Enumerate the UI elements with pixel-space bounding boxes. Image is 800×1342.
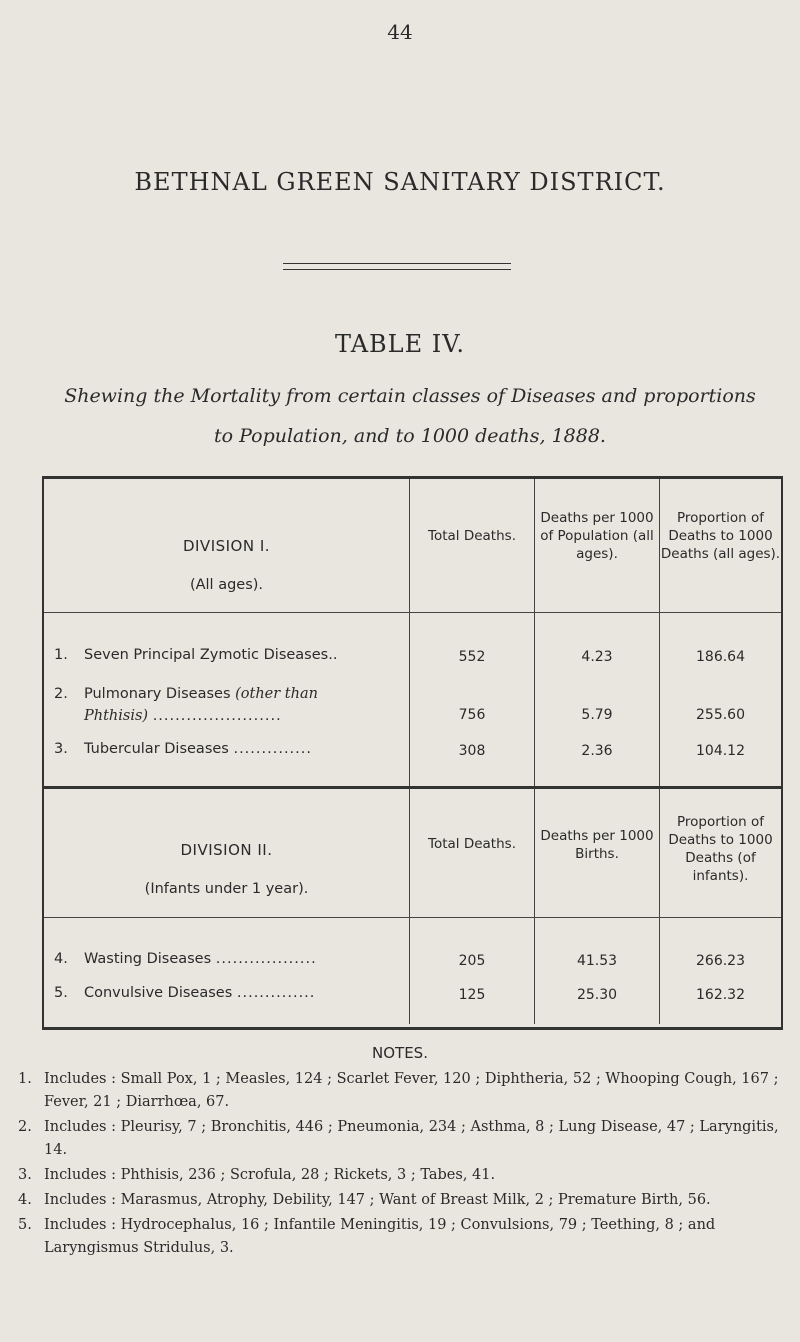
division-2-header [44, 841, 409, 897]
division-1-name: DIVISION I. [182, 537, 271, 555]
table-row-label: 2. Pulmonary Diseases (other than Phthisis) ....................... [54, 686, 318, 724]
table-row-label: 3. Tubercular Diseases .............. [54, 741, 312, 757]
mortality-table [42, 476, 783, 1030]
table-cell: 125 [458, 987, 486, 1003]
note-item: 3. Includes : Phthisis, 236 ; Scrofula, 28 ; Rickets, 3 ; Tabes, 41. [18, 1167, 496, 1183]
table-row-label: 1. Seven Principal Zymotic Diseases.. [54, 647, 338, 663]
division-2-name: DIVISION II. [180, 841, 273, 859]
table-cell: 186.64 [696, 649, 745, 665]
table-cell: 4.23 [581, 649, 613, 665]
table-cell: 25.30 [576, 987, 618, 1003]
col-deaths-per-births: Deaths per 1000 Births. [540, 828, 654, 862]
table-title: TABLE IV. [335, 330, 465, 358]
table-cell: 255.60 [696, 707, 745, 723]
table-cell: 552 [458, 649, 486, 665]
division-1-header [44, 537, 409, 593]
table-cell: 308 [458, 743, 486, 759]
division-2-sub: (Infants under 1 year). [144, 881, 309, 897]
notes-title: NOTES. [372, 1044, 428, 1062]
table-cell: 41.53 [576, 953, 618, 969]
table-cell: 104.12 [696, 743, 745, 759]
col-proportion: Proportion of Deaths to 1000 Deaths (of infants). [668, 814, 773, 884]
table-cell: 2.36 [581, 743, 613, 759]
note-item: 1. Includes : Small Pox, 1 ; Measles, 124 ; Scarlet Fever, 120 ; Diphtheria, 52 ; Whooping Cough, 167 ; Fever, 21 ; Diarrhœa, 67. [18, 1071, 779, 1110]
col-total-deaths: Total Deaths. [428, 528, 516, 544]
division-rule [44, 786, 781, 789]
table-cell: 5.79 [581, 707, 613, 723]
col-proportion: Proportion of Deaths to 1000 Deaths (all ages). [660, 510, 781, 562]
notes-list [18, 1068, 788, 1262]
subtitle-line-2: to Population, and to 1000 deaths, 1888. [214, 425, 606, 447]
page-number: 44 [387, 20, 413, 44]
title-rule [283, 263, 511, 270]
col-deaths-per-population: Deaths per 1000 of Population (all ages). [540, 510, 654, 562]
subtitle-line-1: Shewing the Mortality from certain classes of Diseases and proportions [64, 385, 756, 407]
table-cell: 756 [458, 707, 486, 723]
col-total-deaths: Total Deaths. [428, 836, 516, 852]
note-item: 5. Includes : Hydrocephalus, 16 ; Infantile Meningitis, 19 ; Convulsions, 79 ; Teething, 8 ; and Laryngismus Stridulus, 3. [18, 1217, 716, 1256]
table-cell: 162.32 [696, 987, 745, 1003]
table-row-label: 5. Convulsive Diseases .............. [54, 985, 316, 1001]
header-rule [44, 612, 781, 613]
note-item: 4. Includes : Marasmus, Atrophy, Debility, 147 ; Want of Breast Milk, 2 ; Premature Birth, 56. [18, 1192, 711, 1208]
district-title: BETHNAL GREEN SANITARY DISTRICT. [134, 168, 666, 196]
division-1-sub: (All ages). [189, 577, 264, 593]
note-item: 2. Includes : Pleurisy, 7 ; Bronchitis, 446 ; Pneumonia, 234 ; Asthma, 8 ; Lung Disease, 47 ; Laryngitis, 14. [18, 1119, 779, 1158]
table-cell: 266.23 [696, 953, 745, 969]
table-cell: 205 [458, 953, 486, 969]
table-subtitle [30, 376, 790, 456]
table-row-label: 4. Wasting Diseases .................. [54, 951, 317, 967]
header-rule [44, 917, 781, 918]
